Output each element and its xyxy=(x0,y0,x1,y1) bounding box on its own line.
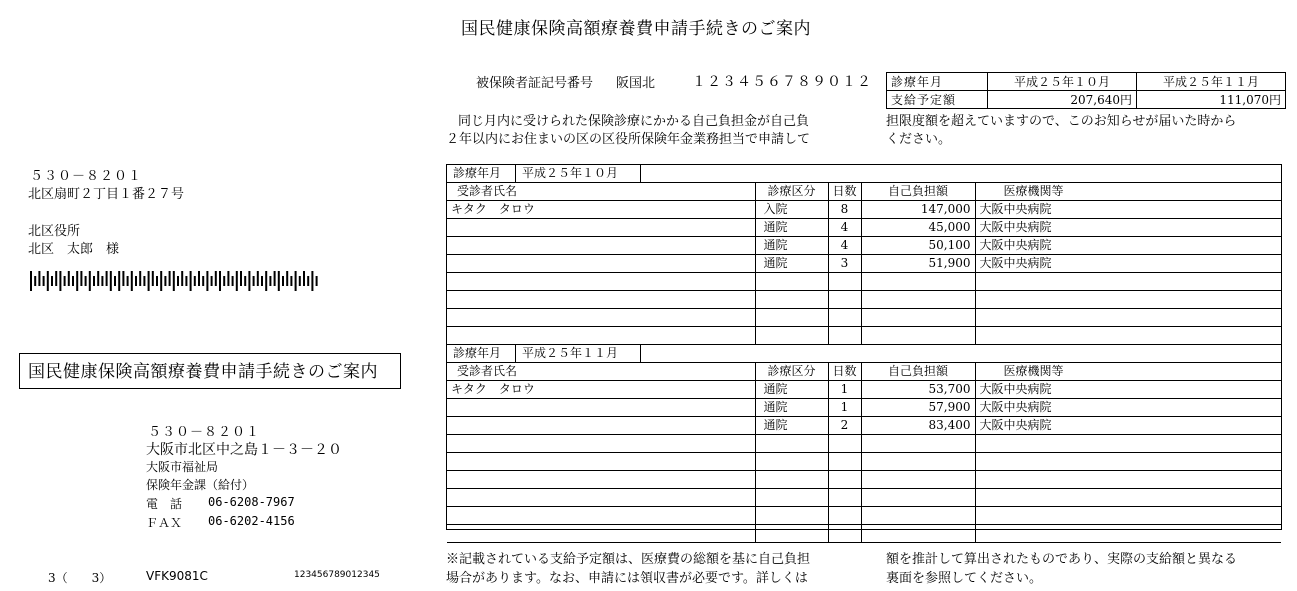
cell-name: キタク タロウ xyxy=(447,201,755,219)
cell-type xyxy=(755,435,828,453)
header-name: 受診者氏名 xyxy=(447,183,755,201)
summary-amount-2: 111,070円 xyxy=(1137,91,1286,109)
barcode-bar xyxy=(303,271,305,286)
header-type: 診療区分 xyxy=(755,183,828,201)
barcode-bar xyxy=(55,271,57,286)
cell-inst xyxy=(975,507,1281,525)
cell-name xyxy=(447,399,755,417)
barcode-bar xyxy=(122,271,124,286)
cell-name xyxy=(447,309,755,327)
cell-type: 入院 xyxy=(755,201,828,219)
intro-line2-left: ２年以内にお住まいの区の区役所保険年金業務担当で申請して xyxy=(446,132,811,147)
cell-cost xyxy=(861,453,975,471)
cell-type: 通院 xyxy=(755,237,828,255)
cell-type xyxy=(755,309,828,327)
barcode-bar xyxy=(236,271,238,291)
barcode-bar xyxy=(202,276,204,286)
barcode-bar xyxy=(101,276,103,286)
cell-cost xyxy=(861,327,975,345)
barcode-bar xyxy=(286,271,288,286)
barcode-bar xyxy=(143,276,145,286)
cell-days xyxy=(828,525,861,543)
sender-tel-label: 電 話 xyxy=(146,497,183,511)
table-row xyxy=(447,219,1281,237)
barcode-bar xyxy=(68,271,70,286)
cell-days: 2 xyxy=(828,417,861,435)
sender-section: 保険年金課（給付） xyxy=(146,478,255,492)
header-days: 日数 xyxy=(828,363,861,381)
barcode-bar xyxy=(156,276,158,286)
barcode-bar xyxy=(215,271,217,286)
table-row xyxy=(447,237,1281,255)
cell-name xyxy=(447,453,755,471)
barcode-bar xyxy=(248,271,250,291)
note-line1-right: 額を推計して算出されたものであり、実際の支給額と異なる xyxy=(886,552,1238,567)
page-title: 国民健康保険高額療養費申請手続きのご案内 xyxy=(461,19,811,39)
cell-inst xyxy=(975,309,1281,327)
barcode-bar xyxy=(240,271,242,286)
cell-type: 通院 xyxy=(755,417,828,435)
cell-inst xyxy=(975,435,1281,453)
cell-days xyxy=(828,327,861,345)
cell-cost: 45,000 xyxy=(861,219,975,237)
barcode-bar xyxy=(72,276,74,286)
cell-type xyxy=(755,525,828,543)
recipient-address: 北区扇町２丁目１番２７号 xyxy=(28,187,185,202)
intro-line2-right: ください。 xyxy=(886,132,952,147)
box-title: 国民健康保険高額療養費申請手続きのご案内 xyxy=(19,353,401,389)
barcode-bar xyxy=(64,276,66,286)
barcode-bar xyxy=(51,276,53,286)
cell-days xyxy=(828,453,861,471)
cell-name xyxy=(447,273,755,291)
intro-line1-left: 同じ月内に受けられた保険診療にかかる自己負担金が自己負 xyxy=(458,114,810,129)
table-row xyxy=(447,273,1281,291)
cell-inst xyxy=(975,453,1281,471)
cell-cost xyxy=(861,435,975,453)
barcode-bar xyxy=(30,271,32,291)
ym-label: 診療年月 xyxy=(447,165,516,182)
barcode-bar xyxy=(295,271,297,291)
cell-inst xyxy=(975,273,1281,291)
cell-inst xyxy=(975,471,1281,489)
barcode-bar xyxy=(76,271,78,291)
serial-code: 123456789012345 xyxy=(294,570,380,580)
ym-row xyxy=(447,165,1281,183)
note-line2-right: 裏面を参照してください。 xyxy=(886,571,1043,586)
header-cost: 自己負担額 xyxy=(861,183,975,201)
ym-value: 平成２５年１０月 xyxy=(516,165,641,182)
header-type: 診療区分 xyxy=(755,363,828,381)
cell-name xyxy=(447,219,755,237)
table-row xyxy=(447,471,1281,489)
cell-type xyxy=(755,273,828,291)
cell-name xyxy=(447,471,755,489)
cell-cost xyxy=(861,309,975,327)
cell-cost xyxy=(861,507,975,525)
barcode-bar xyxy=(59,271,61,291)
table-row xyxy=(447,417,1281,435)
cell-type: 通院 xyxy=(755,399,828,417)
barcode-bar xyxy=(43,276,45,286)
table-row xyxy=(447,453,1281,471)
cell-cost: 57,900 xyxy=(861,399,975,417)
cell-days xyxy=(828,291,861,309)
barcode-bar xyxy=(148,271,150,291)
barcode-bar xyxy=(190,271,192,291)
table-row xyxy=(447,399,1281,417)
cell-type xyxy=(755,489,828,507)
barcode-bar xyxy=(307,276,309,286)
sender-postal: ５３０－８２０１ xyxy=(148,425,261,440)
header-cost: 自己負担額 xyxy=(861,363,975,381)
cell-type: 通院 xyxy=(755,255,828,273)
barcode-bar xyxy=(106,271,108,286)
form-code: VFK9081C xyxy=(146,569,208,583)
table-header-row xyxy=(447,363,1281,381)
barcode-bar xyxy=(223,276,225,286)
cell-inst: 大阪中央病院 xyxy=(975,255,1281,273)
postal-barcode xyxy=(30,271,322,291)
barcode-bar xyxy=(97,271,99,286)
cell-cost xyxy=(861,525,975,543)
barcode-bar xyxy=(169,271,171,286)
table-row xyxy=(447,309,1281,327)
detail-table xyxy=(446,164,1282,530)
cell-inst xyxy=(975,327,1281,345)
barcode-bar xyxy=(253,276,255,286)
table-row xyxy=(447,201,1281,219)
cell-type xyxy=(755,471,828,489)
cell-cost xyxy=(861,291,975,309)
table-row xyxy=(447,291,1281,309)
header-days: 日数 xyxy=(828,183,861,201)
cell-days xyxy=(828,507,861,525)
barcode-bar xyxy=(160,271,162,291)
note-line1-left: ※記載されている支給予定額は、医療費の総額を基に自己負担 xyxy=(446,552,811,567)
cell-days: 1 xyxy=(828,399,861,417)
cell-days: 3 xyxy=(828,255,861,273)
page-code: 3（ 3） xyxy=(48,571,112,585)
cell-cost xyxy=(861,489,975,507)
cell-type xyxy=(755,507,828,525)
barcode-bar xyxy=(290,276,292,286)
barcode-bar xyxy=(127,276,129,286)
table-row xyxy=(447,489,1281,507)
barcode-bar xyxy=(89,271,91,291)
cell-type xyxy=(755,327,828,345)
cell-name xyxy=(447,237,755,255)
header-inst: 医療機関等 xyxy=(975,183,1281,201)
cell-inst: 大阪中央病院 xyxy=(975,219,1281,237)
summary-amount-1: 207,640円 xyxy=(988,91,1137,109)
ym-value: 平成２５年１１月 xyxy=(516,345,641,362)
cell-days: 8 xyxy=(828,201,861,219)
barcode-bar xyxy=(227,271,229,286)
insured-label: 被保険者証記号番号 xyxy=(476,76,594,91)
insured-number: １２３４５６７８９０１２ xyxy=(692,74,872,90)
sender-tel: 06-6208-7967 xyxy=(208,495,295,509)
summary-amount-label: 支給予定額 xyxy=(887,91,988,109)
table-row xyxy=(447,381,1281,399)
barcode-bar xyxy=(194,276,196,286)
summary-table xyxy=(886,72,1286,109)
barcode-bar xyxy=(244,276,246,286)
insured-code: 阪国北 xyxy=(616,76,656,91)
barcode-bar xyxy=(211,276,213,286)
barcode-bar xyxy=(278,271,280,291)
barcode-bar xyxy=(118,271,120,291)
barcode-bar xyxy=(185,276,187,286)
barcode-bar xyxy=(177,276,179,286)
barcode-bar xyxy=(219,271,221,291)
cell-days: 4 xyxy=(828,237,861,255)
cell-name xyxy=(447,507,755,525)
barcode-bar xyxy=(265,271,267,291)
cell-days xyxy=(828,435,861,453)
cell-name xyxy=(447,255,755,273)
cell-inst xyxy=(975,489,1281,507)
cell-name: キタク タロウ xyxy=(447,381,755,399)
cell-name xyxy=(447,435,755,453)
cell-cost: 147,000 xyxy=(861,201,975,219)
sender-fax-label: ＦＡＸ xyxy=(146,516,183,530)
cell-days xyxy=(828,309,861,327)
cell-name xyxy=(447,525,755,543)
cell-inst: 大阪中央病院 xyxy=(975,201,1281,219)
cell-days: 1 xyxy=(828,381,861,399)
header-name: 受診者氏名 xyxy=(447,363,755,381)
table-header-row xyxy=(447,183,1281,201)
cell-cost: 53,700 xyxy=(861,381,975,399)
cell-inst: 大阪中央病院 xyxy=(975,381,1281,399)
cell-cost xyxy=(861,471,975,489)
summary-month-1: 平成２５年１０月 xyxy=(988,73,1137,91)
cell-name xyxy=(447,417,755,435)
cell-days: 4 xyxy=(828,219,861,237)
barcode-bar xyxy=(311,271,313,291)
summary-month-2: 平成２５年１１月 xyxy=(1137,73,1286,91)
ym-label: 診療年月 xyxy=(447,345,516,362)
cell-cost: 83,400 xyxy=(861,417,975,435)
cell-cost: 51,900 xyxy=(861,255,975,273)
cell-inst xyxy=(975,291,1281,309)
sender-fax: 06-6202-4156 xyxy=(208,514,295,528)
table-row xyxy=(447,507,1281,525)
header-inst: 医療機関等 xyxy=(975,363,1281,381)
cell-type xyxy=(755,453,828,471)
table-row xyxy=(447,327,1281,345)
table-row xyxy=(447,255,1281,273)
recipient-name: 北区 太郎 様 xyxy=(28,242,120,257)
barcode-bar xyxy=(80,271,82,286)
barcode-bar xyxy=(299,276,301,286)
barcode-bar xyxy=(34,276,36,286)
barcode-bar xyxy=(135,276,137,286)
cell-name xyxy=(447,291,755,309)
summary-ym-label: 診療年月 xyxy=(887,73,988,91)
cell-days xyxy=(828,489,861,507)
barcode-bar xyxy=(38,271,40,286)
barcode-bar xyxy=(139,271,141,286)
cell-type: 通院 xyxy=(755,219,828,237)
barcode-bar xyxy=(164,276,166,286)
barcode-bar xyxy=(257,271,259,286)
barcode-bar xyxy=(131,271,133,291)
cell-type xyxy=(755,291,828,309)
barcode-bar xyxy=(110,271,112,291)
barcode-bar xyxy=(269,276,271,286)
cell-cost: 50,100 xyxy=(861,237,975,255)
cell-days xyxy=(828,471,861,489)
cell-inst xyxy=(975,525,1281,543)
barcode-bar xyxy=(261,276,263,286)
recipient-postal: ５３０－８２０１ xyxy=(30,169,143,184)
cell-type: 通院 xyxy=(755,381,828,399)
cell-name xyxy=(447,327,755,345)
cell-name xyxy=(447,489,755,507)
barcode-bar xyxy=(152,271,154,286)
barcode-bar xyxy=(93,276,95,286)
barcode-bar xyxy=(274,271,276,286)
sender-dept: 大阪市福祉局 xyxy=(146,460,219,474)
barcode-bar xyxy=(232,276,234,286)
barcode-bar xyxy=(181,271,183,286)
cell-cost xyxy=(861,273,975,291)
sender-address: 大阪市北区中之島１－３－２０ xyxy=(146,442,342,458)
table-row xyxy=(447,435,1281,453)
ym-row xyxy=(447,345,1281,363)
table-row xyxy=(447,525,1281,543)
barcode-bar xyxy=(198,271,200,286)
barcode-bar xyxy=(114,276,116,286)
barcode-bar xyxy=(173,271,175,291)
cell-days xyxy=(828,273,861,291)
cell-inst: 大阪中央病院 xyxy=(975,237,1281,255)
cell-inst: 大阪中央病院 xyxy=(975,399,1281,417)
barcode-bar xyxy=(282,276,284,286)
barcode-bar xyxy=(85,276,87,286)
note-line2-left: 場合があります。なお、申請には領収書が必要です。詳しくは xyxy=(446,571,808,586)
barcode-bar xyxy=(206,271,208,291)
intro-line1-right: 担限度額を超えていますので、このお知らせが届いた時から xyxy=(886,114,1237,129)
barcode-bar xyxy=(47,271,49,291)
cell-inst: 大阪中央病院 xyxy=(975,417,1281,435)
barcode-bar xyxy=(316,276,318,286)
recipient-org: 北区役所 xyxy=(28,224,81,239)
